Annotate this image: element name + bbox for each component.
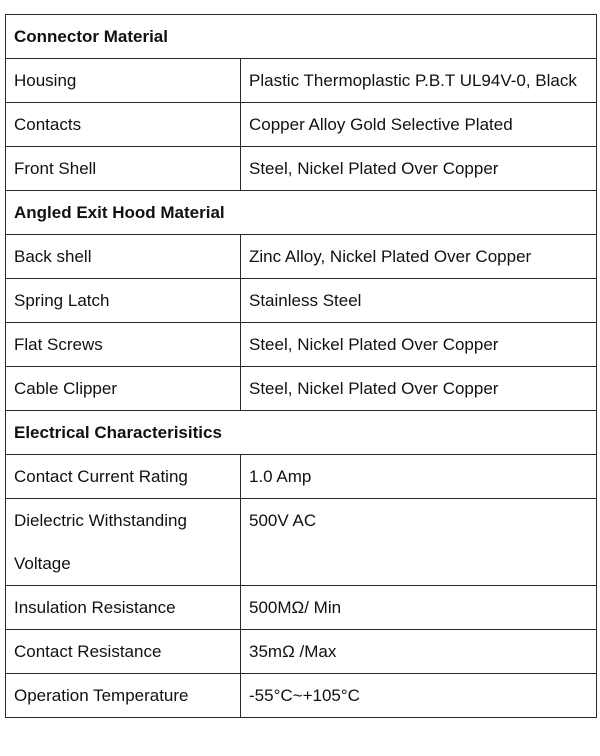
- table-row: [6, 59, 597, 103]
- row-label: Housing: [6, 59, 241, 103]
- table-row: [6, 323, 597, 367]
- row-value: 500V AC: [241, 499, 597, 586]
- row-label: Cable Clipper: [6, 367, 241, 411]
- section-title: Angled Exit Hood Material: [6, 191, 597, 235]
- row-value: 1.0 Amp: [241, 455, 597, 499]
- row-value: Steel, Nickel Plated Over Copper: [241, 147, 597, 191]
- row-label: Operation Temperature: [6, 674, 241, 718]
- row-value: 500MΩ/ Min: [241, 586, 597, 630]
- row-value: Steel, Nickel Plated Over Copper: [241, 367, 597, 411]
- row-value: Steel, Nickel Plated Over Copper: [241, 323, 597, 367]
- table-row: [6, 586, 597, 630]
- row-value: 35mΩ /Max: [241, 630, 597, 674]
- row-label: Flat Screws: [6, 323, 241, 367]
- table-row: [6, 367, 597, 411]
- table-row: [6, 499, 597, 586]
- section-header-row: [6, 411, 597, 455]
- row-label: Contact Resistance: [6, 630, 241, 674]
- table-row: [6, 147, 597, 191]
- row-label: Spring Latch: [6, 279, 241, 323]
- row-value: Stainless Steel: [241, 279, 597, 323]
- table-row: [6, 630, 597, 674]
- table-row: [6, 103, 597, 147]
- section-header-row: [6, 191, 597, 235]
- row-label: Contacts: [6, 103, 241, 147]
- row-value: -55°C~+105°C: [241, 674, 597, 718]
- row-label: Front Shell: [6, 147, 241, 191]
- spec-table: [5, 14, 597, 718]
- section-title: Connector Material: [6, 15, 597, 59]
- section-header-row: [6, 15, 597, 59]
- row-label: Back shell: [6, 235, 241, 279]
- section-title: Electrical Characterisitics: [6, 411, 597, 455]
- table-row: [6, 674, 597, 718]
- table-row: [6, 235, 597, 279]
- row-label: Contact Current Rating: [6, 455, 241, 499]
- row-value: Copper Alloy Gold Selective Plated: [241, 103, 597, 147]
- row-label: Dielectric Withstanding Voltage: [6, 499, 241, 586]
- row-label: Insulation Resistance: [6, 586, 241, 630]
- row-value: Plastic Thermoplastic P.B.T UL94V-0, Black: [241, 59, 597, 103]
- table-row: [6, 455, 597, 499]
- row-value: Zinc Alloy, Nickel Plated Over Copper: [241, 235, 597, 279]
- table-row: [6, 279, 597, 323]
